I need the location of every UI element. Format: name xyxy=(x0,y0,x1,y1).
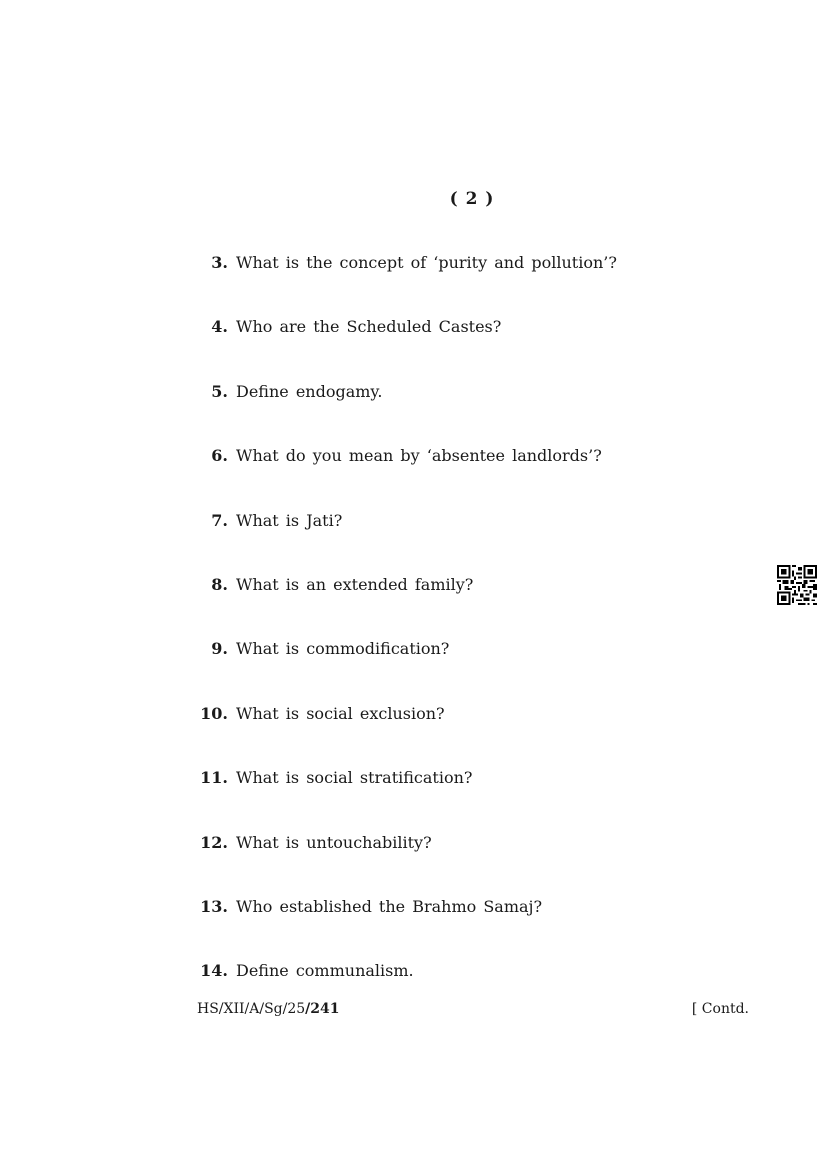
question-number: 5. xyxy=(211,381,228,401)
question-item xyxy=(196,767,756,831)
question-item xyxy=(196,832,756,896)
question-number: 12. xyxy=(200,832,228,852)
question-text: What is untouchability? xyxy=(236,832,432,852)
question-item xyxy=(196,638,756,702)
question-item xyxy=(196,316,756,380)
question-number: 8. xyxy=(211,574,228,594)
question-number: 7. xyxy=(211,510,228,530)
question-number: 13. xyxy=(200,896,228,916)
question-item xyxy=(196,445,756,509)
question-number: 9. xyxy=(211,639,228,659)
paper-code-suffix: /241 xyxy=(305,1001,340,1017)
question-text: What is the concept of ‘purity and pollution’? xyxy=(236,253,617,272)
paper-code xyxy=(197,1001,340,1017)
question-text: What do you mean by ‘absentee landlords’? xyxy=(236,446,602,466)
question-text: Define endogamy. xyxy=(236,381,383,401)
question-text: What is an extended family? xyxy=(236,574,474,594)
question-number: 14. xyxy=(200,961,228,981)
question-item xyxy=(196,381,756,445)
question-number: 6. xyxy=(211,446,228,466)
footer xyxy=(197,1001,749,1017)
question-item xyxy=(196,574,756,638)
page-number: ( 2 ) xyxy=(449,189,495,209)
question-text: Who established the Brahmo Samaj? xyxy=(236,896,543,916)
question-text: What is social stratification? xyxy=(236,768,473,788)
paper-code-prefix: HS/XII/A/Sg/25 xyxy=(197,1001,306,1017)
question-text: What is Jati? xyxy=(236,510,343,530)
question-item xyxy=(196,510,756,574)
question-text: Define communalism. xyxy=(236,961,414,981)
continued-label: [ Contd. xyxy=(691,1001,749,1017)
question-number: 11. xyxy=(200,768,228,788)
question-item xyxy=(196,252,756,316)
question-text: Who are the Scheduled Castes? xyxy=(236,317,502,337)
question-list xyxy=(196,252,756,1025)
question-item xyxy=(196,896,756,960)
question-item xyxy=(196,703,756,767)
question-number: 4. xyxy=(211,317,228,337)
qr-code-icon xyxy=(777,565,817,605)
question-text: What is commodification? xyxy=(236,639,450,659)
question-number: 10. xyxy=(200,703,228,723)
question-number: 3. xyxy=(211,253,228,272)
question-text: What is social exclusion? xyxy=(236,703,445,723)
